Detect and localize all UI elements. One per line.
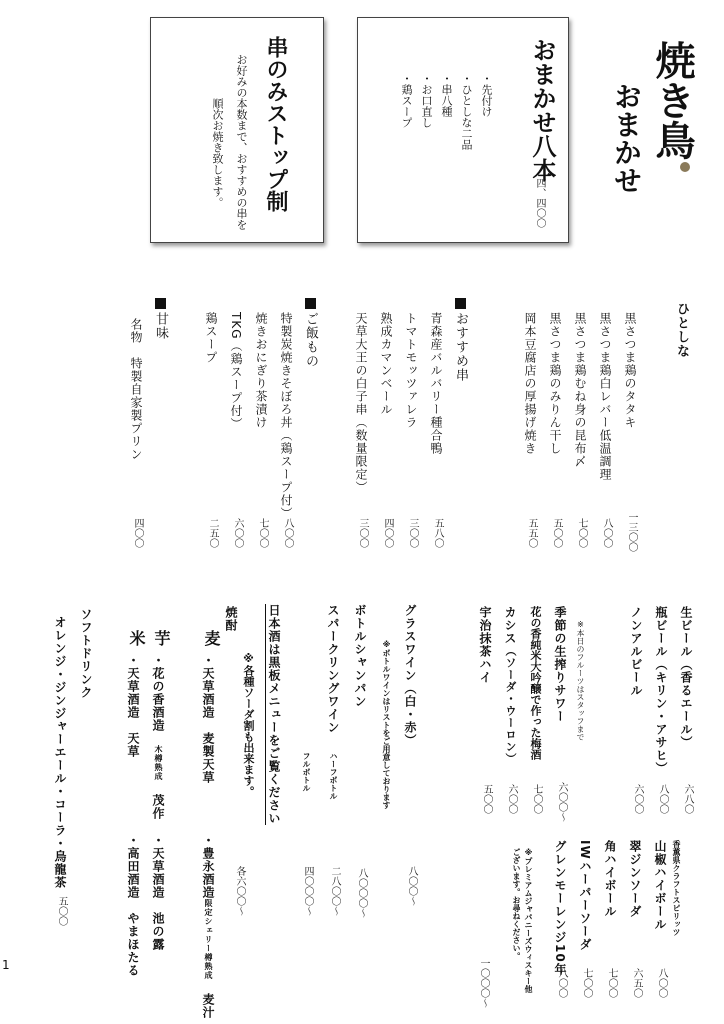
drink-item: 宇治抹茶ハイ (478, 606, 492, 684)
omakase-box (357, 17, 569, 243)
omakase-title: おまかせ八本 (528, 38, 557, 182)
menu-price: 四〇〇 (132, 518, 143, 548)
menu-item: 黒さつま鶏のみりん干し (548, 312, 562, 455)
omakase-item: ・串八種 (440, 73, 453, 117)
menu-item: トマトモッツァレラ (404, 312, 418, 429)
menu-price: 三〇〇 (407, 518, 418, 548)
drink-price: 五〇〇 (56, 896, 67, 926)
square-bullet-icon (155, 298, 166, 309)
menu-price: 六〇〇 (232, 518, 243, 548)
menu-price: 一三〇〇 (626, 512, 637, 552)
menu-item: 黒さつま鶏のタタキ (623, 312, 637, 429)
omakase-price: 四、四〇〇 (534, 178, 545, 228)
drink-price: 六五〇 (631, 968, 642, 998)
drink-item: ・天草酒造 麦製天草 (201, 654, 215, 784)
menu-price: 七〇〇 (576, 518, 587, 548)
menu-price: 三〇〇 (357, 518, 368, 548)
drink-price: 七〇〇 (606, 968, 617, 998)
drink-item: ・高田酒造 やまほたる (126, 834, 140, 977)
omakase-item: ・鶏スープ (400, 73, 413, 128)
drink-item: 花の香純米大吟醸で作った梅酒 (529, 606, 542, 760)
drink-item: ボトルシャンパン (353, 604, 367, 708)
drink-item: IWハーパーソーダ (578, 840, 592, 951)
section-title-shochu: 焼酎 (224, 606, 238, 632)
menu-price: 二五〇 (207, 518, 218, 548)
drink-price: 五〇〇 (481, 784, 492, 814)
menu-item: 青森産バルバリー種合鴨 (429, 312, 443, 455)
drink-item: 瓶ビール（キリン・アサヒ） (654, 606, 668, 775)
shochu-group-mugi: 麦 (202, 630, 221, 646)
section-title-osusume: おすすめ串 (454, 298, 467, 382)
drink-note: ※ボトルワインはリストをご用意しております (382, 640, 391, 809)
drink-item: ノンアルビール (629, 606, 643, 697)
drink-note: ございます。お尋ねください。 (512, 848, 521, 960)
page-number: 1 (2, 958, 10, 972)
menu-item: 焼きおにぎり茶漬け (254, 312, 268, 429)
drink-item: 生ビール（香るエール） (679, 606, 693, 749)
drink-price: 八〇〇 (657, 784, 668, 814)
shochu-group-imo: 芋 (152, 630, 171, 646)
drink-note: ※本日のフルーツはスタッフまで (576, 620, 585, 741)
menu-price: 四〇〇 (382, 518, 393, 548)
menu-price: 五五〇 (526, 518, 537, 548)
drink-price: 六八〇 (682, 784, 693, 814)
drink-price: 四〇〇〇〜 (302, 866, 313, 916)
drink-price: 八〇〇 (656, 968, 667, 998)
drink-item: 翠ジンソーダ (628, 840, 642, 918)
drink-item: カシス（ソーダ・ウーロン） (503, 606, 517, 765)
shochu-price: 各六〇〇〜 (234, 866, 245, 916)
logo-subtitle: おまかせ (610, 82, 643, 194)
menu-item: TKG（鶏スープ付） (229, 312, 243, 431)
menu-item: 名物 特製自家製プリン (129, 318, 143, 461)
drink-note: ハーフボトル (329, 752, 338, 800)
drink-item: ・天草酒造 池の露 (151, 834, 165, 951)
drink-price: 二八〇〇〜 (329, 866, 340, 916)
omakase-item: ・ひとしな二品 (460, 73, 473, 150)
section-title-hitoshina: ひとしな (674, 302, 689, 358)
menu-item: 天草大王の白子串（数量限定） (354, 312, 368, 494)
drink-price: 七〇〇 (531, 784, 542, 814)
drink-item: 角ハイボール (603, 840, 617, 918)
drink-item: ・花の香酒造 木樽熟成 茂作 (151, 654, 165, 820)
menu-price: 八〇〇 (601, 518, 612, 548)
menu-item: 特製炭焼きそぼろ丼（鶏スープ付） (279, 312, 293, 520)
menu-item: 熟成カマンベール (379, 312, 393, 416)
drink-item: 季節の生搾りサワー (553, 606, 567, 723)
stop-text-1: お好みの本数まで、おすすめの串を (235, 54, 248, 230)
menu-price: 五〇〇 (551, 518, 562, 548)
sake-notice: 日本酒は黒板メニューをご覧ください (267, 604, 281, 825)
stop-text-2: 順次お焼き致します。 (211, 98, 224, 208)
section-title-gohan: ご飯もの (304, 298, 317, 368)
drink-price: 六〇〇 (506, 784, 517, 814)
drink-item: ・豊永酒造限定シェリー樽熟成 麦汁 (201, 834, 215, 1019)
drink-price: 七〇〇 (581, 968, 592, 998)
menu-price: 八〇〇 (282, 518, 293, 548)
section-title-soft: ソフトドリンク (79, 608, 93, 699)
drink-price: 八〇〇〇〜 (356, 868, 367, 918)
drink-item: グラスワイン（白・赤） (403, 604, 417, 747)
logo-title: 焼き鳥 (649, 40, 696, 160)
menu-item: 鶏スープ (204, 312, 218, 364)
drink-price: 六〇〇〜 (556, 782, 567, 822)
stop-title: 串のみストップ制 (263, 36, 289, 212)
square-bullet-icon (455, 298, 466, 309)
drink-item: オレンジ・ジンジャーエール・コーラ・烏龍茶 (53, 616, 67, 889)
drink-item: ・天草酒造 天草 (126, 654, 140, 758)
shochu-soda-note: ※各種ソーダ割も出来ます。 (242, 652, 255, 797)
drink-price: 一〇〇〇〜 (478, 958, 489, 1008)
drink-note: ※プレミアムジャパニーズウィスキー他 (524, 848, 533, 993)
drink-price: 八〇〇 (556, 968, 567, 998)
drink-price: 六〇〇 (632, 784, 643, 814)
menu-price: 五八〇 (432, 518, 443, 548)
menu-item: 黒さつま鶏むね身の昆布〆 (573, 312, 587, 468)
drink-item: スパークリングワイン (326, 604, 340, 734)
section-title-amami: 甘味 (154, 298, 167, 340)
drink-price: 八〇〇〜 (406, 866, 417, 906)
menu-item: 黒さつま鶏白レバー低温調理 (598, 312, 612, 481)
stop-box (150, 17, 324, 243)
omakase-item: ・先付け (480, 73, 493, 117)
logo-seal-icon (680, 162, 690, 172)
drink-item: 山椒ハイボール (653, 840, 667, 931)
menu-item: 岡本豆腐店の厚揚げ焼き (523, 312, 537, 455)
square-bullet-icon (305, 298, 316, 309)
menu-price: 七〇〇 (257, 518, 268, 548)
drink-note: フルボトル (302, 752, 311, 792)
omakase-item: ・お口直し (420, 73, 433, 128)
drink-item: グレンモーレンジ10年 (553, 840, 567, 976)
shochu-group-kome: 米 (127, 630, 146, 646)
drink-note: 香薫県クラフトスピリッツ (672, 840, 681, 936)
